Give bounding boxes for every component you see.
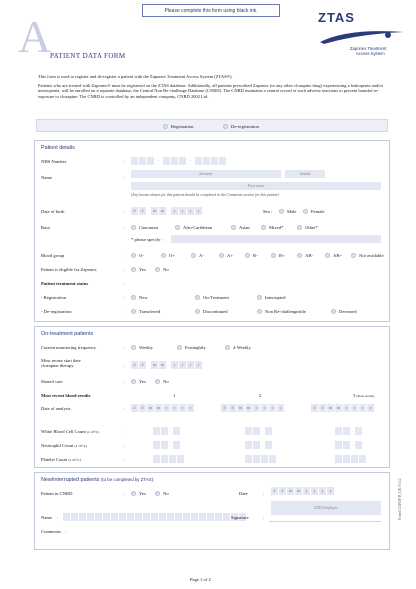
colon: : [263,491,265,496]
logo-swoosh-icon [318,26,406,46]
deregistration-status-label: - De-registration [41,309,72,314]
registration-bar [36,119,388,132]
logo-subtitle-2: Access System [356,51,385,56]
cnrd-no-radio[interactable]: No [155,491,169,496]
colon: : [123,379,125,384]
dob-field[interactable]: d d m m y y y y [131,207,202,215]
surname-field[interactable]: Surname [131,170,281,178]
colon: : [123,443,125,448]
analysis-date-label: Date of analysis [41,406,71,411]
date-label: Date [239,491,248,496]
blood-o-pos-radio[interactable]: O+ [161,253,175,258]
dob-label: Date of birth [41,209,65,214]
race-caucasian-radio[interactable]: Caucasian [131,225,158,230]
colon: : [123,345,125,350]
signature-label: Signature [231,515,249,520]
blood-b-pos-radio[interactable]: B+ [271,253,285,258]
alias-note: (Any known aliases for this patient should be completed in the Comments section for this patient) [131,193,279,197]
freq-fortnightly-radio[interactable]: Fortnightly [177,345,206,350]
colon: : [123,491,125,496]
wbc-field-1[interactable]: . [153,427,180,435]
colon: : [123,295,125,300]
sex-label: Sex : [263,209,273,214]
intro-p2: Patients who are treated with Zaponex® must be registered on the ZTAS database. Additionally, all patients prescribed Zaponex (or any other clozapine drug) experiencing a leukopenia and/or neutropenia, will be enrolled on a separate database, the Central Non Re-challenge Database (CNRD). The CNRD maintains a central record of such adverse reactions to prevent harmful re-exposure to clozapine. The CNRD is controlled by an independent company, CNRD 2002 Ltd. [38,82,384,99]
comments-label: Comments [41,529,61,534]
blood-a-neg-radio[interactable]: A- [191,253,204,258]
analysis-date-2[interactable]: d d m m y y y y [221,404,284,412]
shared-yes-radio[interactable]: Yes [131,379,146,384]
freq-4weekly-radio[interactable]: 4-Weekly [225,345,251,350]
signature-line[interactable] [269,521,381,522]
blood-a-pos-radio[interactable]: A+ [219,253,233,258]
start-date-label: Most recent start date clozapine therapy [41,358,81,369]
colon: : [123,281,125,286]
nhs-label: NHS Number [41,159,67,164]
status-interrupted-radio[interactable]: Interrupted [257,295,285,300]
shared-care-label: Shared care [41,379,63,384]
section-heading: On-treatment patients [41,331,94,337]
race-specify-field[interactable] [171,235,381,243]
colon: : [123,267,125,272]
colon: : [123,309,125,314]
blood-o-neg-radio[interactable]: O- [131,253,144,258]
wbc-label: White Blood Cell Count (x 10⁹/L) [41,429,100,434]
colon: : [57,515,59,520]
name-label: Name [41,175,52,180]
colon: : [123,253,125,258]
start-date-field[interactable]: d d m m y y y y [131,361,202,369]
ztas-name-field[interactable] [63,513,246,521]
cnrd-yes-radio[interactable]: Yes [131,491,146,496]
eligible-yes-radio[interactable]: Yes [131,267,146,272]
on-treatment-section [34,326,390,468]
colon: : [123,429,125,434]
logo-subtitle-1: Zaponex Treatment [350,46,387,51]
eligible-no-radio[interactable]: No [155,267,169,272]
result-col-2: 2 [259,393,262,398]
plt-field-3[interactable] [335,455,366,463]
race-specify-label: * please specify : [131,237,163,242]
page-number: Page 1 of 2 [190,577,211,582]
form-code: Form# ZAPDF-B_UK 01/12 [398,478,402,520]
form-title: PATIENT DATA FORM [50,52,126,60]
colon: : [123,209,125,214]
status-transferred-radio[interactable]: Transferred [131,309,160,314]
registration-status-label: - Registration [41,295,67,300]
blood-b-neg-radio[interactable]: B- [245,253,258,258]
monitoring-frequency-label: Current monitoring frequency [41,345,97,350]
freq-weekly-radio[interactable]: Weekly [131,345,153,350]
analysis-date-3[interactable]: d d m m y y y y [311,404,374,412]
initials-field[interactable]: Initials [285,170,325,178]
race-other-radio[interactable]: Other* [297,225,318,230]
result-col-3: 3 (most recent) [353,393,375,398]
neut-field-3[interactable]: . [335,441,362,449]
ztas-employee-field[interactable]: ZTAS Employee [271,501,381,515]
neut-field-1[interactable]: . [153,441,180,449]
neut-field-2[interactable]: . [245,441,272,449]
status-new-radio[interactable]: New [131,295,148,300]
colon: : [123,175,125,180]
blood-ab-pos-radio[interactable]: AB+ [325,253,342,258]
race-mixed-radio[interactable]: Mixed* [261,225,283,230]
blood-group-label: Blood group [41,253,65,258]
plt-field-1[interactable] [153,455,184,463]
colon: : [123,363,125,368]
ztas-name-label: Name [41,515,52,520]
blood-ab-neg-radio[interactable]: AB- [297,253,313,258]
ink-notice: Please complete this form using black ink. [142,4,280,17]
status-deceased-radio[interactable]: Deceased [331,309,357,314]
deregistration-radio[interactable]: De-registration [223,124,259,129]
race-afro-radio[interactable]: Afro-Caribbean [175,225,212,230]
new-interrupted-section [34,472,390,550]
wbc-field-3[interactable]: . [335,427,362,435]
colon: : [123,159,125,164]
colon: : [123,457,125,462]
wbc-field-2[interactable]: . [245,427,272,435]
section-heading: New/interrupted patients (to be completed by ZTAS): [41,477,155,483]
nhs-number-field[interactable]: - - [131,157,226,165]
colon: : [263,515,265,520]
logo-subtitle [350,46,386,56]
intro-p1: This form is used to register and de-register a patient with the Zaponex Treatment Access System (ZTAS®). [38,74,233,79]
plt-field-2[interactable] [245,455,276,463]
colon: : [123,406,125,411]
ztas-logo: ZTAS [318,10,355,25]
cnrd-label: Patient in CNRD [41,491,73,496]
section-heading: Patient details [41,145,75,151]
intro-text [38,74,390,102]
blood-na-radio[interactable]: Not available [351,253,384,258]
race-label: Race [41,225,51,230]
registration-radio[interactable]: Registration [163,124,193,129]
cnrd-date-field[interactable]: d d m m y y y y [271,487,334,495]
shared-no-radio[interactable]: No [155,379,169,384]
sex-female-radio[interactable]: Female [303,209,325,214]
status-ontreatment-radio[interactable]: On-Treatment [195,295,229,300]
firstname-field[interactable]: First name [131,182,381,190]
result-col-1: 1 [173,393,176,398]
treatment-status-label: Patient treatment status [41,281,89,286]
race-asian-radio[interactable]: Asian [231,225,250,230]
status-nonrechallenge-radio[interactable]: Non Re-challengeable [257,309,306,314]
colon: : [123,225,125,230]
patient-details-section [34,140,390,322]
blood-results-label: Most recent blood results [41,393,91,398]
platelet-label: Platelet Count (x 10⁹/L) [41,457,81,462]
eligible-label: Patient is eligible for Zaponex [41,267,97,272]
status-discontinued-radio[interactable]: Discontinued [195,309,228,314]
sex-male-radio[interactable]: Male [279,209,296,214]
analysis-date-1[interactable]: d d m m y y y y [131,404,194,412]
colon: : [65,529,67,534]
form-letter: A [18,11,52,62]
neutrophil-label: Neutrophil Count (x 10⁹/L) [41,443,87,448]
